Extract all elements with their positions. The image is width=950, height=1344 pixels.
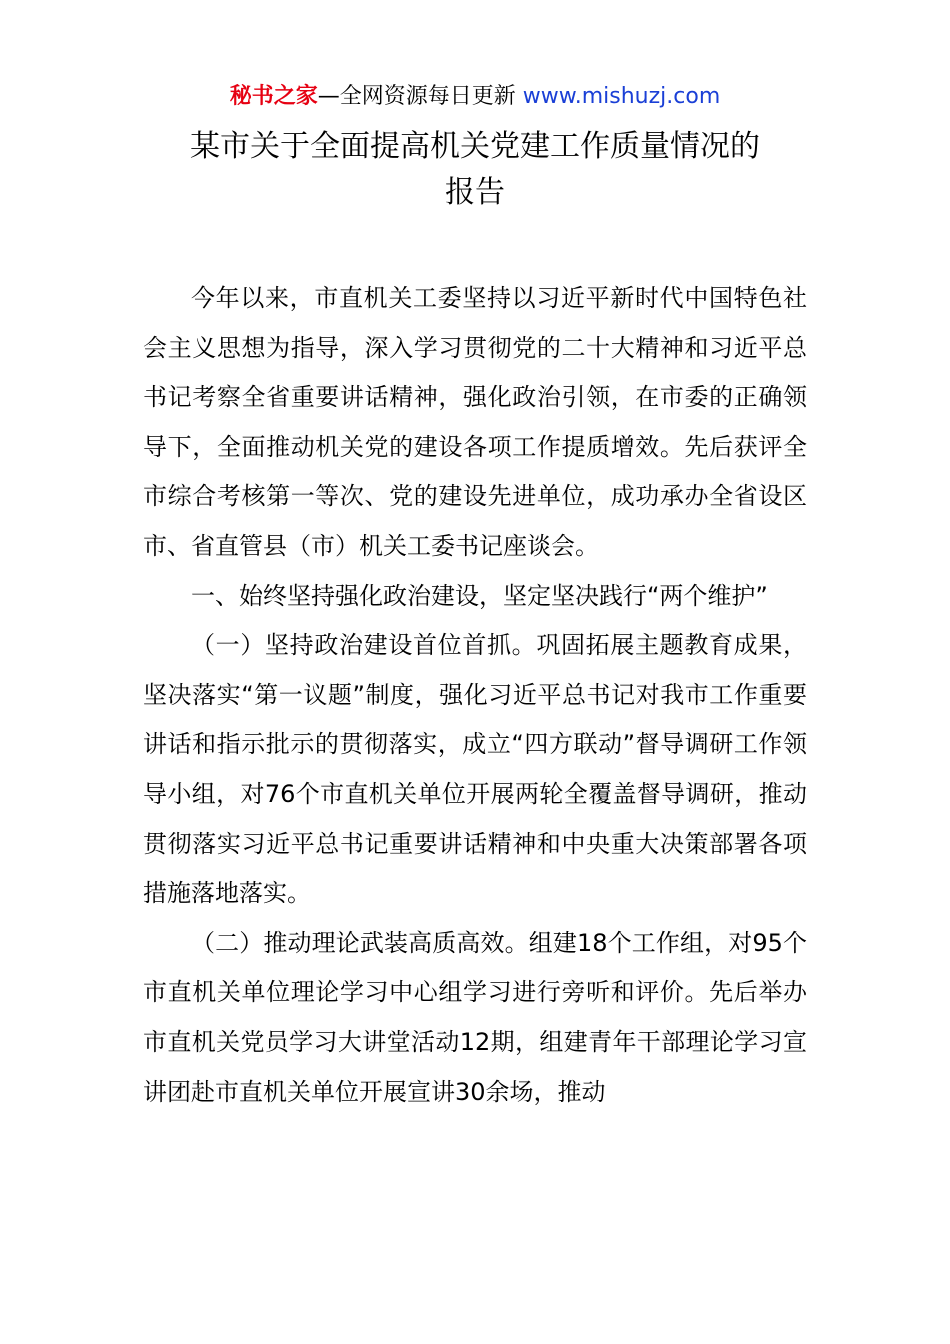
site-url-link[interactable]: www.mishuzj.com [522, 84, 721, 109]
document-title [120, 124, 830, 216]
title-line-1: 某市关于全面提高机关党建工作质量情况的 [190, 129, 760, 164]
site-brand: 秘书之家 [229, 84, 318, 109]
site-header [0, 82, 950, 112]
body-paragraph-1-2: （二）推动理论武装高质高效。组建18个工作组，对95个市直机关单位理论学习中心组学习进行旁听和评价。先后举办市直机关党员学习大讲堂活动12期，组建青年干部理论学习宣讲团赴市直机关单位开展宣讲30余场，推动 [143, 928, 807, 1106]
body-paragraph-1-1: （一）坚持政治建设首位首抓。巩固拓展主题教育成果，坚决落实“第一议题”制度，强化习近平总书记对我市工作重要讲话和指示批示的贯彻落实，成立“四方联动”督导调研工作领导小组，对76个市直机关单位开展两轮全覆盖督导调研，推动贯彻落实习近平总书记重要讲话精神和中央重大决策部署各项措施落地落实。 [143, 631, 807, 908]
body-paragraph-intro: 今年以来，市直机关工委坚持以习近平新时代中国特色社会主义思想为指导，深入学习贯彻党的二十大精神和习近平总书记考察全省重要讲话精神，强化政治引领，在市委的正确领导下，全面推动机关党的建设各项工作提质增效。先后获评全市综合考核第一等次、党的建设先进单位，成功承办全省设区市、省直管县（市）机关工委书记座谈会。 [143, 284, 807, 560]
site-tagline: —全网资源每日更新 [317, 84, 523, 109]
document-body [143, 274, 807, 1117]
section-heading-1: 一、始终坚持强化政治建设，坚定坚决践行“两个维护” [191, 581, 768, 610]
title-line-2: 报告 [445, 175, 505, 210]
